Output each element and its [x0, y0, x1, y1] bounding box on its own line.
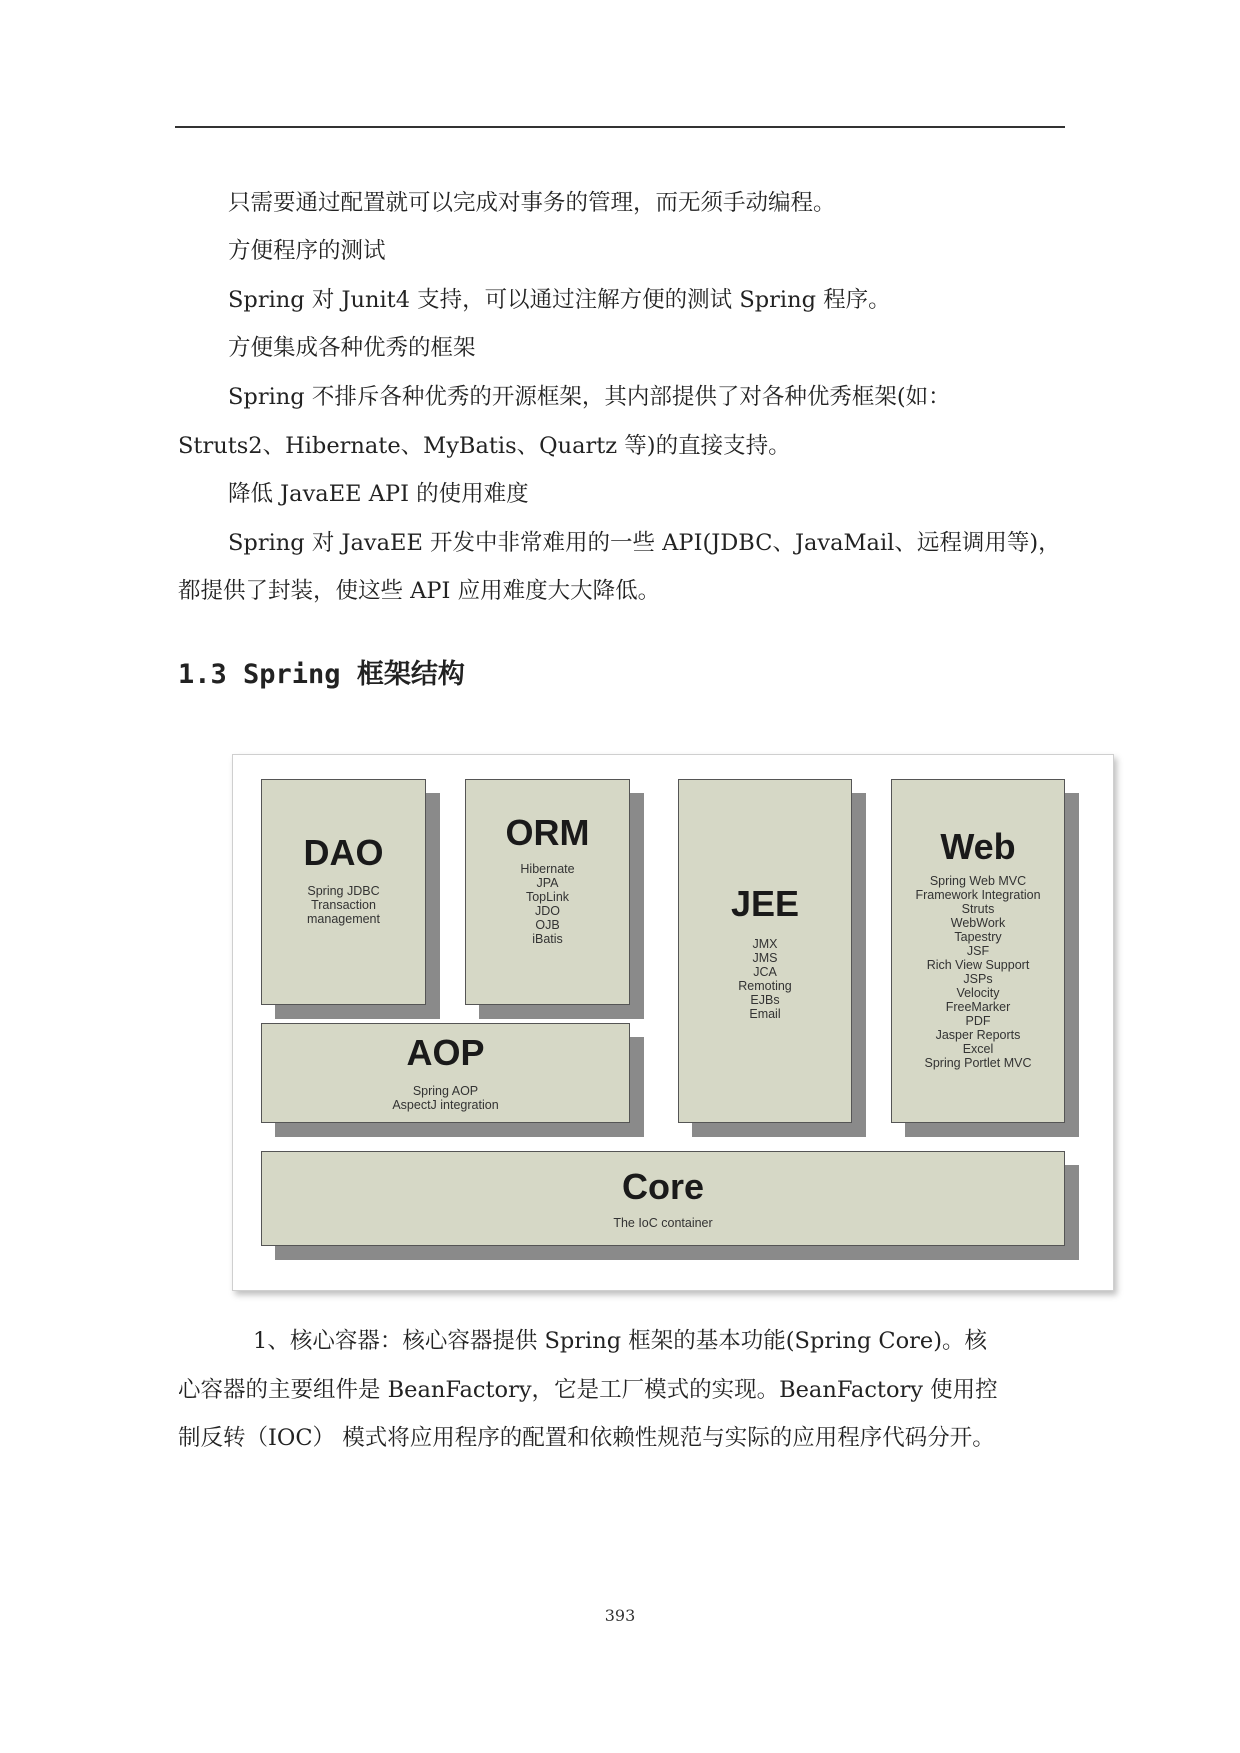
dao-item: Spring JDBC [307, 884, 380, 898]
core-module [261, 1151, 1065, 1246]
jee-item: JMS [752, 951, 778, 965]
spring-architecture-diagram [232, 754, 1114, 1291]
web-item: Spring Web MVC [929, 874, 1027, 888]
paragraph-line: 方便程序的测试 [228, 238, 386, 264]
aop-item: AspectJ integration [392, 1098, 499, 1112]
web-item: JSF [966, 944, 990, 958]
dao-item: Transaction [311, 898, 376, 912]
web-item: Rich View Support [926, 958, 1030, 972]
paragraph-line: Spring 不排斥各种优秀的开源框架，其内部提供了对各种优秀框架(如： [228, 384, 951, 410]
web-item: Tapestry [954, 930, 1002, 944]
web-item: WebWork [950, 916, 1006, 930]
paragraph-line: 制反转（IOC） 模式将应用程序的配置和依赖性规范与实际的应用程序代码分开。 [178, 1425, 995, 1451]
jee-item: EJBs [750, 993, 780, 1007]
web-item: Jasper Reports [935, 1028, 1021, 1042]
orm-item: OJB [535, 918, 560, 932]
paragraph-line: 方便集成各种优秀的框架 [228, 335, 476, 361]
jee-title: JEE [730, 883, 800, 924]
web-item: Excel [962, 1042, 994, 1056]
paragraph-line: 1、核心容器：核心容器提供 Spring 框架的基本功能(Spring Core)。核 [253, 1328, 987, 1354]
paragraph-line: Struts2、Hibernate、MyBatis、Quartz 等)的直接支持。 [178, 433, 791, 459]
aop-module [261, 1023, 630, 1123]
web-item: FreeMarker [945, 1000, 1011, 1014]
jee-item: JCA [753, 965, 777, 979]
orm-item: Hibernate [520, 862, 575, 876]
jee-item: JMX [752, 937, 778, 951]
orm-item: JDO [535, 904, 560, 918]
orm-item: iBatis [532, 932, 563, 946]
web-title: Web [940, 826, 1016, 867]
aop-title: AOP [406, 1032, 485, 1073]
core-title: Core [621, 1166, 705, 1207]
paragraph-line: 都提供了封装，使这些 API 应用难度大大降低。 [178, 578, 661, 604]
paragraph-line: 只需要通过配置就可以完成对事务的管理，而无须手动编程。 [228, 190, 836, 216]
web-item: Velocity [956, 986, 1000, 1000]
dao-item: management [307, 912, 380, 926]
aop-item: Spring AOP [412, 1084, 479, 1098]
web-item: Framework Integration [915, 888, 1041, 902]
web-item: PDF [965, 1014, 991, 1028]
paragraph-line: Spring 对 Junit4 支持，可以通过注解方便的测试 Spring 程序。 [228, 287, 891, 313]
page-number: 393 [604, 1606, 636, 1625]
core-item: The IoC container [613, 1216, 713, 1230]
dao-title: DAO [303, 832, 384, 873]
section-number: 1.3 Spring [178, 659, 341, 690]
web-item: Struts [961, 902, 995, 916]
section-heading [178, 657, 465, 693]
dao-module [261, 779, 426, 1005]
paragraph-line: 降低 JavaEE API 的使用难度 [228, 481, 529, 507]
web-item: JSPs [963, 972, 993, 986]
orm-item: TopLink [525, 890, 570, 904]
orm-module [465, 779, 630, 1005]
web-item: Spring Portlet MVC [924, 1056, 1032, 1070]
paragraph-line: 心容器的主要组件是 BeanFactory，它是工厂模式的实现。BeanFactory 使用控 [178, 1377, 998, 1403]
web-module [891, 779, 1065, 1123]
orm-item: JPA [536, 876, 559, 890]
paragraph-line: Spring 对 JavaEE 开发中非常难用的一些 API(JDBC、JavaMail、远程调用等)， [228, 530, 1061, 556]
jee-item: Email [749, 1007, 781, 1021]
header-rule [175, 126, 1065, 128]
jee-item: Remoting [738, 979, 792, 993]
section-title: 框架结构 [356, 659, 465, 690]
jee-module [678, 779, 852, 1123]
orm-title: ORM [505, 812, 590, 853]
